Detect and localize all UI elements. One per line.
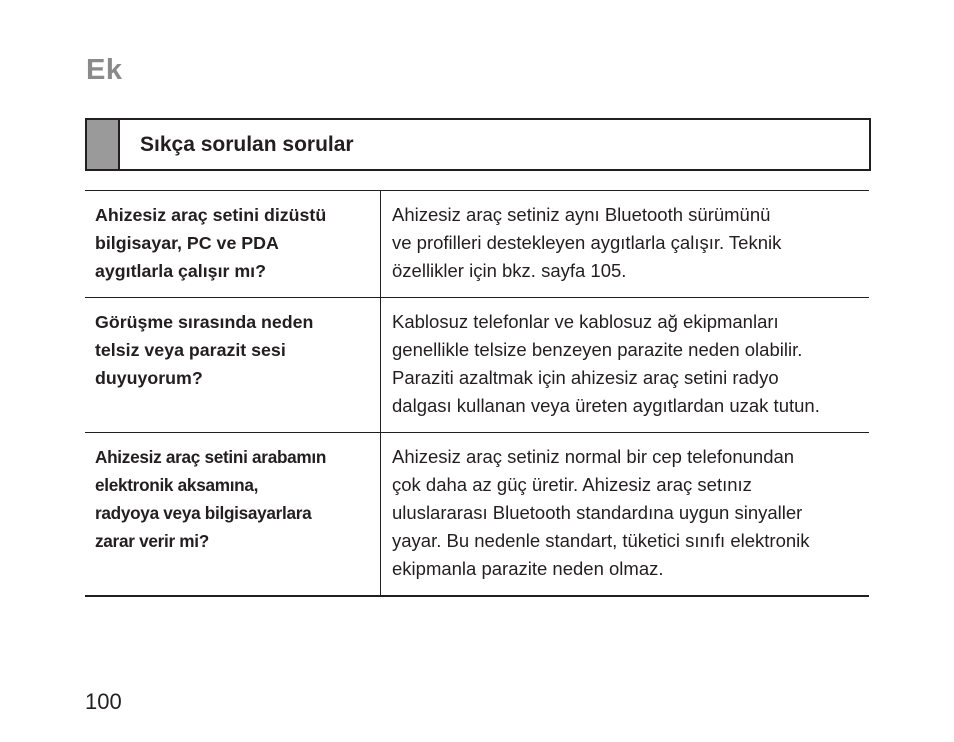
answer-line: dalgası kullanan veya üreten aygıtlardan uzak tutun. xyxy=(392,395,820,416)
question-line: Ahizesiz araç setini dizüstü xyxy=(95,205,327,225)
answer-line: Ahizesiz araç setiniz aynı Bluetooth sürümünü xyxy=(392,204,771,225)
faq-row xyxy=(85,191,869,298)
answer-line: yayar. Bu nedenle standart, tüketici sınıfı elektronik xyxy=(392,530,810,551)
question-line: radyoya veya bilgisayarlara xyxy=(95,503,312,523)
question-line: bilgisayar, PC ve PDA xyxy=(95,233,279,253)
answer-line: Ahizesiz araç setiniz normal bir cep telefonundan xyxy=(392,446,795,467)
faq-row xyxy=(85,298,869,433)
section-marker-bar xyxy=(87,120,120,169)
faq-answer xyxy=(381,191,870,298)
faq-answer xyxy=(381,433,870,597)
page-number: 100 xyxy=(85,689,122,714)
question-line: elektronik aksamına, xyxy=(95,475,259,495)
faq-question xyxy=(85,433,381,597)
answer-line: genellikle telsize benzeyen parazite neden olabilir. xyxy=(392,339,803,360)
answer-line: ve profilleri destekleyen aygıtlarla çalışır. Teknik xyxy=(392,232,782,253)
question-line: zarar verir mi? xyxy=(95,531,209,551)
section-heading: Sıkça sorulan sorular xyxy=(140,133,354,156)
section-header xyxy=(85,118,871,171)
faq-table xyxy=(85,190,869,597)
answer-line: Paraziti azaltmak için ahizesiz araç setini radyo xyxy=(392,367,779,388)
chapter-title: Ek xyxy=(86,54,123,86)
question-line: Ahizesiz araç setini arabamın xyxy=(95,447,327,467)
question-line: aygıtlarla çalışır mı? xyxy=(95,261,266,281)
faq-row xyxy=(85,433,869,597)
answer-line: ekipmanla parazite neden olmaz. xyxy=(392,558,664,579)
question-line: Görüşme sırasında neden xyxy=(95,312,314,332)
faq-answer xyxy=(381,298,870,433)
faq-question xyxy=(85,191,381,298)
answer-line: Kablosuz telefonlar ve kablosuz ağ ekipmanları xyxy=(392,311,779,332)
answer-line: uluslararası Bluetooth standardına uygun sinyaller xyxy=(392,502,803,523)
question-line: duyuyorum? xyxy=(95,368,203,388)
question-line: telsiz veya parazit sesi xyxy=(95,340,286,360)
answer-line: özellikler için bkz. sayfa 105. xyxy=(392,260,627,281)
answer-line: çok daha az güç üretir. Ahizesiz araç setınız xyxy=(392,474,752,495)
faq-question xyxy=(85,298,381,433)
